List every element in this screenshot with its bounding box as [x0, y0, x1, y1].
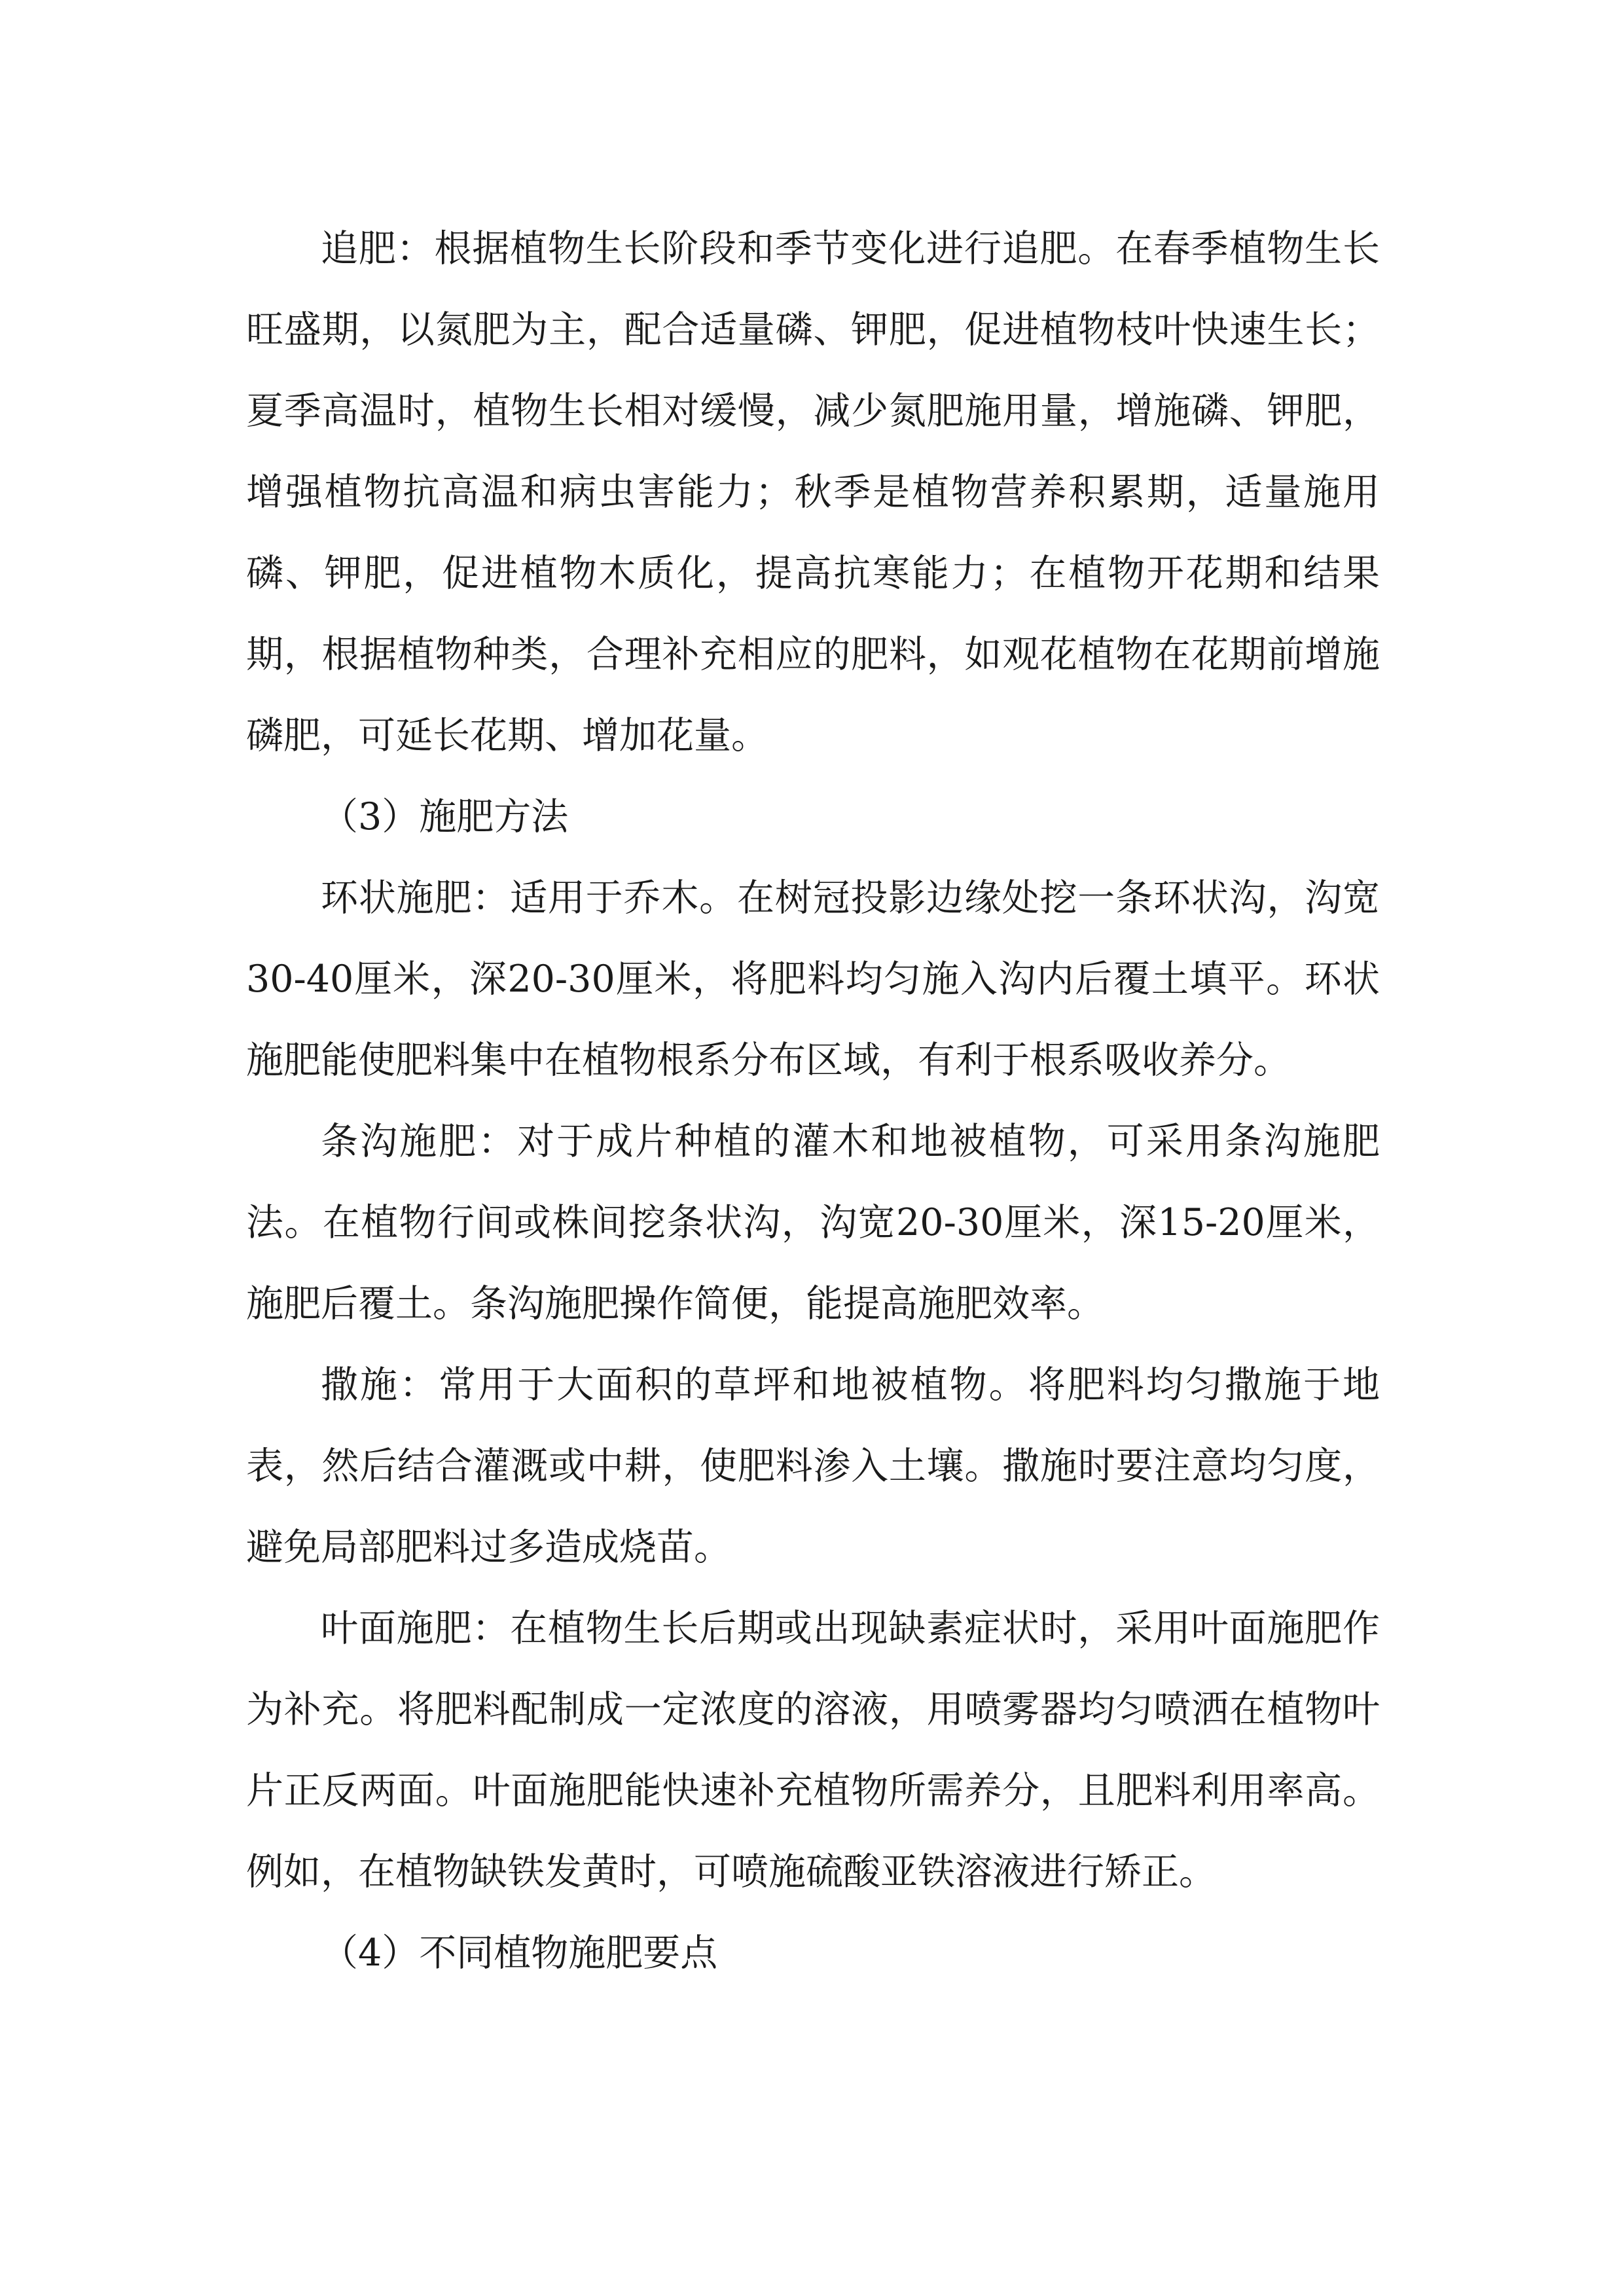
paragraph-foliar-fertilization: 叶面施肥：在植物生长后期或出现缺素症状时，采用叶面施肥作为补充。将肥料配制成一定浓度的溶液，用喷雾器均匀喷洒在植物叶片正反两面。叶面施肥能快速补充植物所需养分，且肥料利用率高。例如，在植物缺铁发黄时，可喷施硫酸亚铁溶液进行矫正。 [246, 1607, 1380, 1893]
paragraph-ring-fertilization: 环状施肥：适用于乔木。在树冠投影边缘处挖一条环状沟，沟宽30-40厘米，深20-30厘米，将肥料均匀施入沟内后覆土填平。环状施肥能使肥料集中在植物根系分布区域，有利于根系吸收养分。 [246, 876, 1380, 1082]
section-heading-plant-specific-points: （4）不同植物施肥要点 [321, 1931, 718, 1975]
paragraph-topdressing: 追肥：根据植物生长阶段和季节变化进行追肥。在春季植物生长旺盛期，以氮肥为主，配合适量磷、钾肥，促进植物枝叶快速生长；夏季高温时，植物生长相对缓慢，减少氮肥施用量，增施磷、钾肥，增强植物抗高温和病虫害能力；秋季是植物营养积累期，适量施用磷、钾肥，促进植物木质化，提高抗寒能力；在植物开花期和结果期，根据植物种类，合理补充相应的肥料，如观花植物在花期前增施磷肥，可延长花期、增加花量。 [246, 227, 1380, 757]
paragraph-broadcast-fertilization: 撒施：常用于大面积的草坪和地被植物。将肥料均匀撒施于地表，然后结合灌溉或中耕，使肥料渗入土壤。撒施时要注意均匀度，避免局部肥料过多造成烧苗。 [246, 1363, 1380, 1569]
section-heading-fertilization-methods: （3）施肥方法 [321, 795, 569, 838]
paragraph-trench-fertilization: 条沟施肥：对于成片种植的灌木和地被植物，可采用条沟施肥法。在植物行间或株间挖条状沟，沟宽20-30厘米，深15-20厘米，施肥后覆土。条沟施肥操作简便，能提高施肥效率。 [246, 1120, 1380, 1325]
